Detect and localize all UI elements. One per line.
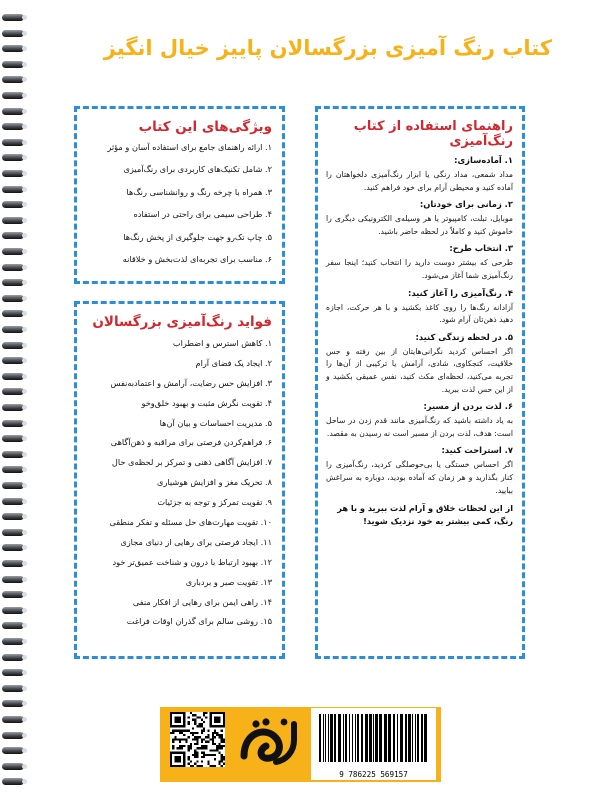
binding-hole xyxy=(22,31,27,36)
spiral-ring xyxy=(2,76,24,83)
guide-step-title: ۶. لذت بردن از مسیر: xyxy=(423,401,513,412)
binding-hole xyxy=(22,187,27,192)
spiral-ring xyxy=(2,482,24,489)
guide-step-title: ۳. انتخاب طرح: xyxy=(449,243,513,254)
isbn-number: 9 786225 569157 xyxy=(339,770,408,779)
features-box xyxy=(74,106,285,284)
binding-hole xyxy=(22,389,27,394)
spiral-ring xyxy=(2,747,24,754)
feature-item: ۶. مناسب برای تجربه‌ای لذت‌بخش و خلاقانه xyxy=(122,253,272,264)
spiral-ring xyxy=(2,404,24,411)
guide-section-rest xyxy=(326,445,513,497)
spiral-ring xyxy=(2,638,24,645)
spiral-ring xyxy=(2,622,24,629)
feature-item: ۴. طراحی سیمی برای راحتی در استفاده xyxy=(133,209,272,220)
guide-section-start xyxy=(326,288,513,327)
spiral-ring xyxy=(2,295,24,302)
benefit-item: ۱۳. تقویت صبر و بردباری xyxy=(185,576,272,587)
guide-section-time xyxy=(326,199,513,238)
spiral-ring xyxy=(2,139,24,146)
spiral-ring xyxy=(2,326,24,333)
spiral-ring xyxy=(2,310,24,317)
benefits-heading: فواید رنگ‌آمیزی بزرگسالان xyxy=(92,314,272,330)
spiral-ring xyxy=(2,435,24,442)
guide-closing: از این لحظات خلاق و آرام لذت ببرید و با هر رنگ، کمی بیشتر به خود نزدیک شوید! xyxy=(337,503,513,527)
barcode xyxy=(311,708,436,780)
benefit-item: ۴. تقویت نگرش مثبت و بهبود خلق‌وخو xyxy=(141,397,272,408)
spiral-ring xyxy=(2,685,24,692)
binding-hole xyxy=(22,140,27,145)
spiral-ring xyxy=(2,61,24,68)
binding-hole xyxy=(22,717,27,722)
binding-hole xyxy=(22,202,27,207)
benefits-list xyxy=(85,338,272,627)
binding-hole xyxy=(22,670,27,675)
binding-hole xyxy=(22,327,27,332)
benefit-item: ۱. کاهش استرس و اضطراب xyxy=(172,338,272,348)
binding-hole xyxy=(22,701,27,706)
guide-step-text: آزادانه رنگ‌ها را روی کاغذ بکشید و با هر حرکت، اجازه دهید ذهن‌تان آرام شود. xyxy=(326,302,513,325)
binding-hole xyxy=(22,577,27,582)
binding-hole xyxy=(22,608,27,613)
features-list xyxy=(85,142,272,265)
spiral-ring xyxy=(2,654,24,661)
spiral-ring xyxy=(2,14,24,21)
feature-item: ۵. چاپ تک‌رو جهت جلوگیری از پخش رنگ‌ها xyxy=(123,231,272,242)
benefit-item: ۱۰. تقویت مهارت‌های حل مسئله و تفکر منطقی xyxy=(109,517,272,528)
spiral-ring xyxy=(2,560,24,567)
spiral-ring xyxy=(2,716,24,723)
spiral-ring xyxy=(2,357,24,364)
guide-step-text: اگر احساس خستگی یا بی‌حوصلگی کردید، رنگ‌آمیزی را کنار بگذارید و هر زمان که آماده بودید، دوباره به سراغش بیایید. xyxy=(326,460,513,495)
binding-hole xyxy=(22,561,27,566)
guide-step-text: طرحی که بیشتر دوست دارید را انتخاب کنید؛ اینجا سفر رنگ‌آمیزی شما آغاز می‌شود. xyxy=(326,258,513,280)
guide-heading: راهنمای استفاده از کتاب رنگ‌آمیزی xyxy=(353,119,513,149)
spiral-ring xyxy=(2,92,24,99)
benefit-item: ۱۴. راهی ایمن برای رهایی از افکار منفی xyxy=(132,596,272,607)
binding-hole xyxy=(22,764,27,769)
binding-hole xyxy=(22,779,27,784)
binding-hole xyxy=(22,748,27,753)
binding-hole xyxy=(22,171,27,176)
benefit-item: ۵. مدیریت احساسات و بیان آن‌ها xyxy=(159,417,272,428)
spiral-ring xyxy=(2,201,24,208)
spiral-ring xyxy=(2,108,24,115)
binding-hole xyxy=(22,124,27,129)
guide-step-title: ۱. آماده‌سازی: xyxy=(454,155,513,165)
spiral-ring xyxy=(2,466,24,473)
spiral-ring xyxy=(2,248,24,255)
benefit-item: ۱۲. بهبود ارتباط با درون و شناخت عمیق‌تر خود xyxy=(112,556,272,567)
publisher-logo xyxy=(236,712,302,772)
binding-hole xyxy=(22,483,27,488)
binding-hole xyxy=(22,623,27,628)
guide-step-text: اگر احساس کردید نگرانی‌هایتان از بین رفته و حس خلاقیت، کنجکاوی، شادی، آرامش یا ترکیبی از آن‌ها را تجربه می‌کنید، لحظه‌ای مکث کنید، نفس عمیقی بکشید و از این حس لذت ببرید. xyxy=(326,346,513,394)
binding-hole xyxy=(22,93,27,98)
spiral-ring xyxy=(2,732,24,739)
binding-hole xyxy=(22,311,27,316)
binding-hole xyxy=(22,343,27,348)
spiral-ring xyxy=(2,45,24,52)
binding-hole xyxy=(22,265,27,270)
binding-hole xyxy=(22,452,27,457)
guide-step-text: مداد شمعی، مداد رنگی یا ابزار رنگ‌آمیزی دلخواهتان را آماده کنید و محیطی آرام برای خود فراهم کنید. xyxy=(326,170,513,192)
feature-item: ۳. همراه با چرخه رنگ و روانشناسی رنگ‌ها xyxy=(126,186,272,197)
spiral-ring xyxy=(2,591,24,598)
binding-hole xyxy=(22,686,27,691)
spiral-ring xyxy=(2,498,24,505)
guide-step-title: ۲. زمانی برای خودتان: xyxy=(419,199,513,210)
spiral-ring xyxy=(2,388,24,395)
spiral-ring xyxy=(2,700,24,707)
binding-hole xyxy=(22,467,27,472)
binding-hole xyxy=(22,155,27,160)
benefit-item: ۱۱. ایجاد فرصتی برای رهایی از دنیای مجازی xyxy=(120,536,272,547)
benefit-item: ۸. تحریک مغز و افزایش هوشیاری xyxy=(157,477,272,488)
spiral-ring xyxy=(2,373,24,380)
guide-section-preparation xyxy=(326,155,513,194)
spiral-ring xyxy=(2,342,24,349)
spiral-ring xyxy=(2,763,24,770)
binding-hole xyxy=(22,733,27,738)
guide-step-title: ۴. رنگ‌آمیزی را آغاز کنید: xyxy=(407,287,513,298)
spiral-binding xyxy=(0,0,26,798)
spiral-ring xyxy=(2,669,24,676)
binding-hole xyxy=(22,15,27,20)
spiral-ring xyxy=(2,778,24,785)
binding-hole xyxy=(22,405,27,410)
feature-item: ۲. شامل تکنیک‌های کاربردی برای رنگ‌آمیزی xyxy=(123,164,272,175)
spiral-ring xyxy=(2,279,24,286)
spiral-ring xyxy=(2,529,24,536)
binding-hole xyxy=(22,499,27,504)
binding-hole xyxy=(22,280,27,285)
guide-section-choose xyxy=(326,243,513,282)
binding-hole xyxy=(22,249,27,254)
spiral-ring xyxy=(2,232,24,239)
guide-step-text: به یاد داشته باشید که رنگ‌آمیزی مانند قدم زدن در ساحل است: هدف، لذت بردن از مسیر است نه رسیدن به مقصد. xyxy=(326,416,513,438)
guide-section-journey xyxy=(326,401,513,440)
spiral-ring xyxy=(2,451,24,458)
benefit-item: ۳. افزایش حس رضایت، آرامش و اعتماد‌به‌نفس xyxy=(110,377,272,388)
binding-hole xyxy=(22,109,27,114)
guide-step-title: ۷. استراحت کنید: xyxy=(441,445,513,456)
binding-hole xyxy=(22,374,27,379)
binding-hole xyxy=(22,46,27,51)
binding-hole xyxy=(22,62,27,67)
spiral-ring xyxy=(2,123,24,130)
guide-section-moment xyxy=(326,332,513,396)
spiral-ring xyxy=(2,30,24,37)
spiral-ring xyxy=(2,544,24,551)
binding-hole xyxy=(22,296,27,301)
feature-item: ۱. ارائه راهنمای جامع برای استفاده آسان و مؤثر xyxy=(107,142,272,152)
guide-step-text: موبایل، تبلت، کامپیوتر یا هر وسیله‌ی الکترونیکی دیگری را خاموش کنید و کاملاً در لحظه حاضر باشید. xyxy=(326,214,513,236)
spiral-ring xyxy=(2,217,24,224)
binding-hole xyxy=(22,233,27,238)
barcode-bars xyxy=(311,708,436,766)
benefit-item: ۱۵. روشی سالم برای گذران اوقات فراغت xyxy=(126,616,272,627)
binding-hole xyxy=(22,218,27,223)
guide-box xyxy=(315,106,525,659)
binding-hole xyxy=(22,436,27,441)
binding-hole xyxy=(22,655,27,660)
spiral-ring xyxy=(2,170,24,177)
features-heading: ویژگی‌های این کتاب xyxy=(138,119,272,135)
binding-hole xyxy=(22,514,27,519)
benefit-item: ۷. افزایش آگاهی ذهنی و تمرکز بر لحظه‌ی حال xyxy=(111,457,272,468)
binding-hole xyxy=(22,530,27,535)
spiral-ring xyxy=(2,420,24,427)
binding-hole xyxy=(22,358,27,363)
spiral-ring xyxy=(2,513,24,520)
benefit-item: ۲. ایجاد یک فضای آرام xyxy=(195,357,272,368)
binding-hole xyxy=(22,639,27,644)
spiral-ring xyxy=(2,607,24,614)
book-title: کتاب رنگ آمیزی بزرگسالان پاییز خیال انگیز xyxy=(103,36,552,60)
binding-hole xyxy=(22,421,27,426)
binding-hole xyxy=(22,592,27,597)
benefit-item: ۹. تقویت تمرکز و توجه به جزئیات xyxy=(157,497,272,508)
benefits-box xyxy=(74,301,285,659)
binding-hole xyxy=(22,545,27,550)
spiral-ring xyxy=(2,186,24,193)
benefit-item: ۶. فراهم‌کردن فرصتی برای مراقبه و ذهن‌آگاهی xyxy=(110,437,272,448)
qr-code-icon xyxy=(170,712,225,767)
guide-step-title: ۵. در لحظه زندگی کنید: xyxy=(415,331,513,342)
binding-hole xyxy=(22,77,27,82)
spiral-ring xyxy=(2,154,24,161)
spiral-ring xyxy=(2,576,24,583)
spiral-ring xyxy=(2,264,24,271)
